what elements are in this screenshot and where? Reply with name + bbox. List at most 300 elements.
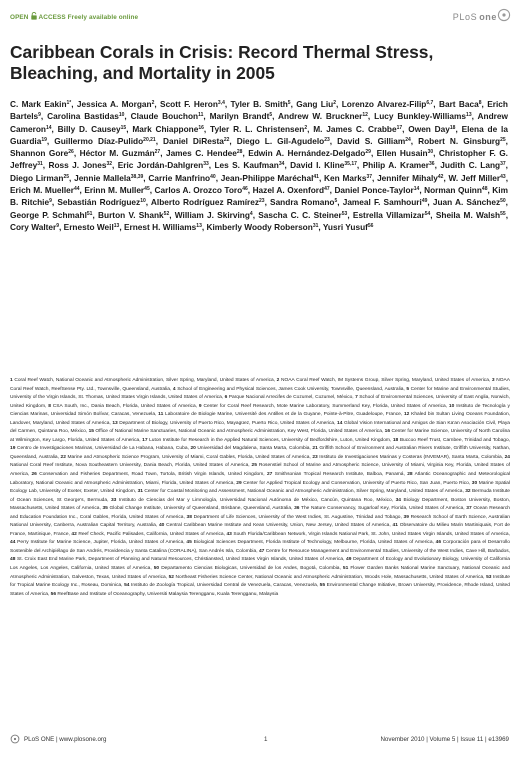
author-name	[10, 99, 71, 109]
open-access-lock-icon	[31, 12, 37, 22]
author-name	[160, 99, 225, 109]
author-name-text: Philip A. Kramer	[362, 160, 430, 171]
affiliation-number: 17	[142, 437, 148, 443]
author-affiliation-ref: 18	[449, 124, 456, 131]
author-name	[313, 124, 402, 134]
author-affiliation-ref: 37	[500, 161, 506, 168]
author-name	[258, 210, 347, 220]
author-name	[237, 136, 330, 146]
affiliation-text: Rosenstiel School of Marine and Atmospheric Science, University of Miami, Virginia Key, Florida, United States of America,	[10, 463, 510, 478]
plos-one-emblem-icon	[497, 8, 511, 22]
author-affiliation-ref: 53	[341, 210, 348, 217]
author-name	[148, 173, 215, 183]
author-name	[10, 173, 69, 183]
affiliation-text: Centre for Resource Management and Environmental Studies, University of the West Indies, Cave Hill, Barbados,	[265, 548, 510, 554]
affiliation-number: 3	[491, 378, 495, 383]
logo-one-text: one	[479, 12, 497, 22]
author-name-text: Carrie Manfrino	[148, 172, 211, 183]
author-name-text: Hazel A. Oxenford	[252, 185, 325, 196]
affiliation-text: Environmental Change Initiative, Brown University, Providence, Rhode Island, United States of America,	[10, 583, 510, 597]
author-name-text: Kimberly Woody Roberson	[206, 221, 313, 232]
affiliation-text: Instituto de Zoología Tropical, Universidad Central de Venezuela, Caracas, Venezuela,	[131, 583, 319, 589]
author-name-text: Elena de la Guardia	[10, 123, 508, 146]
author-affiliation-ref: 5	[287, 100, 291, 106]
author-affiliation-ref: 44	[73, 186, 80, 193]
affiliation-number: 48	[10, 557, 16, 563]
author-name	[166, 148, 243, 158]
affiliation-number: 11	[158, 412, 164, 418]
author-name	[278, 111, 368, 121]
affiliation-text: Instituto de Ciencias del Mar y Limnología, Universidad Nacional Autónoma de México, Cancún, Quintana Roo, México,	[118, 497, 394, 503]
affiliation-number: 34	[395, 497, 401, 503]
affiliation-number: 35	[102, 506, 108, 512]
author-affiliation-ref: 26	[68, 149, 74, 156]
author-affiliation-ref: 4	[249, 210, 253, 217]
author-name-text: Ken Marks	[324, 172, 367, 183]
affiliation-number: 30	[471, 480, 478, 486]
plos-one-logo	[453, 12, 497, 22]
author-affiliation-ref: 43	[500, 173, 506, 180]
author-name	[436, 210, 506, 220]
author-name-text: Juan A. Sánchez	[432, 197, 501, 208]
author-name-text: Estrella Villamizar	[352, 209, 425, 220]
author-affiliation-ref: 12	[362, 112, 368, 119]
author-name-text: Sheila M. Walsh	[435, 209, 501, 220]
open-access-banner	[10, 12, 138, 22]
affiliation-number: 45	[186, 540, 192, 546]
affiliation-number: 41	[392, 523, 398, 529]
affiliation-text: NOAA Coral Reef Watch, IM Systems Group, Silver Spring, Maryland, United States of America,	[281, 378, 491, 383]
affiliation-number: 21	[312, 446, 318, 452]
author-name-text: Christopher F. G. Jeffrey	[10, 148, 508, 171]
affiliation-text: School of Environmental Sciences, University of East Anglia, Norwich, United Kingdom,	[10, 395, 510, 409]
affiliation-number: 53	[486, 574, 492, 580]
author-affiliation-ref: 27	[154, 149, 161, 156]
author-name	[270, 197, 337, 207]
author-name	[408, 124, 455, 134]
author-name-text: Billy D. Causey	[57, 123, 121, 134]
author-name-text: Cory Walter	[10, 221, 57, 232]
author-name	[439, 99, 482, 109]
plos-one-footer-icon	[10, 734, 20, 744]
author-name	[84, 185, 149, 195]
author-name-text: W. Jeff Miller	[448, 172, 501, 183]
affiliation-text: Marine Spatial Ecology Lab, University of Exeter, Exeter, United Kingdom,	[10, 480, 510, 495]
affiliation-number: 14	[337, 420, 343, 426]
author-name	[353, 210, 430, 220]
author-affiliation-ref: 32	[106, 161, 113, 168]
author-affiliation-ref: 17	[396, 124, 403, 131]
footer-issue: November 2010 | Volume 5 | Issue 11 | e13969	[380, 736, 509, 743]
affiliation-number: 52	[168, 574, 174, 580]
author-name-text: Erich M. Mueller	[10, 185, 74, 196]
author-affiliation-ref: 8	[478, 100, 482, 106]
affiliation-number: 49	[346, 557, 352, 563]
affiliation-text: Northeast Fisheries Science Center, National Oceanic and Atmospheric Administration, Woods Hole, Massachusetts, United States of America,	[175, 574, 485, 580]
affiliation-text: Observatoire du Milieu Marin Martiniquais, Fort de France, Martinique, France,	[10, 523, 510, 537]
author-name	[58, 124, 127, 134]
affiliation-number: 54	[124, 583, 130, 589]
page-number: 1	[264, 736, 268, 743]
affiliation-number: 19	[10, 446, 16, 452]
author-name	[57, 197, 145, 207]
freely-available-label: Freely available online	[67, 14, 139, 21]
author-name-text: Robert N. Ginsburg	[418, 135, 501, 146]
author-name-text: Jean-Philippe Maréchal	[220, 172, 314, 183]
author-affiliation-ref: 20,21	[143, 136, 156, 143]
author-name	[324, 173, 372, 183]
open-label: OPEN	[10, 14, 29, 21]
author-affiliation-ref: 31	[37, 161, 43, 168]
affiliation-text: National Coral Reef Institute, Nova Southeastern University, Dania Beach, Florida, United States of America,	[10, 463, 250, 469]
affiliation-number: 8	[48, 403, 51, 409]
author-name-text: M. James C. Crabbe	[313, 123, 397, 134]
author-affiliation-ref: 37	[366, 173, 372, 180]
affiliation-text: Buccoo Reef Trust, Carnbee, Trinidad and Tobago,	[399, 437, 510, 443]
author-affiliation-ref: 30	[427, 149, 434, 156]
affiliation-text: Departamento Ciencias Biologicas, Universidad de los Andes, Bogotá, Colombia,	[161, 566, 341, 572]
affiliation-number: 4	[172, 386, 176, 392]
author-name	[334, 185, 419, 195]
author-name-text: David I. Kline	[290, 160, 345, 171]
author-name	[155, 185, 248, 195]
author-name	[221, 173, 319, 183]
author-name	[374, 111, 471, 121]
author-affiliation-ref: 42	[437, 173, 444, 180]
affiliation-number: 27	[266, 472, 273, 478]
author-affiliation-ref: 5	[269, 112, 273, 119]
author-name	[48, 160, 112, 170]
author-name	[296, 99, 336, 109]
logo-plos-text: PLoS	[452, 12, 478, 22]
author-name-text: Andrew W. Bruckner	[278, 111, 363, 122]
author-name-text: William J. Skirving	[174, 209, 250, 220]
affiliation-number: 42	[71, 531, 77, 537]
affiliation-text: Biology Department, Boston University, Boston, Massachusetts, United States of America,	[10, 497, 510, 512]
affiliation-number: 20	[190, 446, 196, 452]
author-affiliation-ref: 15	[120, 124, 127, 131]
author-name-text: Jennifer Mihaly	[377, 172, 438, 183]
author-affiliation-ref: 3,4	[217, 100, 225, 106]
author-affiliation-ref: 14	[413, 186, 420, 193]
affiliation-number: 18	[392, 437, 399, 443]
author-name-text: Kim B. Ritchie	[10, 185, 508, 208]
author-name	[74, 173, 143, 183]
author-name-text: Bart Baca	[438, 99, 479, 109]
author-name	[210, 124, 307, 134]
affiliation-text: Griffith School of Environment and Australian Rivers Institute, Griffith University, Nathan, Queensland, Australia,	[10, 446, 510, 460]
affiliation-text: Center for Coastal Monitoring and Assessment, National Oceanic and Atmospheric Administration, Silver Spring, Maryland, United States of America,	[144, 489, 464, 495]
author-name-text: Ellen Husain	[376, 148, 428, 159]
author-affiliation-ref: 45	[144, 186, 150, 193]
author-name	[363, 160, 435, 170]
author-name	[80, 148, 161, 158]
author-name-text: Erich Bartels	[10, 99, 508, 122]
author-name-text: Yusri Yusuf	[322, 221, 368, 232]
affiliation-text: Central Caribbean Marine Institute and Kean University, Union, New Jersey, United States of America,	[166, 523, 391, 529]
author-affiliation-ref: 25	[500, 136, 506, 143]
author-name	[290, 160, 357, 170]
author-name	[151, 197, 265, 207]
page-footer	[10, 736, 509, 746]
author-name	[418, 136, 506, 146]
author-list: C. Mark Eakin$^{1*}$, Jessica A. Morgan$^2$, Scott F. Heron$^{3,4}$, Tyler B. Smith$^5$, Gang Liu$^2$, Lorenzo Alvarez-Filip$^{6,7}$, Bart Baca$^8$, Erich Bartels$^9$, Carolina Bastidas$^{10}$, Claude Bouchon$^{11}$, Marilyn Brandt$^5$, Andrew W. Bruckner$^{12}$, Lucy Bunkley-Williams$^{13}$, Andrew Cameron$^{14}$, Billy D. Causey$^{15}$, Mark Chiappone$^{16}$, Tyler R. L. Christensen$^2$, M. James C. Crabbe$^{17}$, Owen Day$^{18}$, Elena de la Guardia$^{19}$, Guillermo Díaz-Pulido$^{20,21}$, Daniel DiResta$^{22}$, Diego L. Gil-Agudelo$^{23}$, David S. Gilliam$^{24}$, Robert N. Ginsburg$^{25}$, Shannon Gore$^{26}$, Héctor M. Guzmán$^{27}$, James C. Hendee$^{28}$, Edwin A. Hernández-Delgado$^{29}$, Ellen Husain$^{30}$, Christopher F. G. Jeffrey$^{31}$, Ross J. Jones$^{32}$, Eric Jordán-Dahlgren$^{33}$, Les S. Kaufman$^{34}$, David I. Kline$^{35,17}$, Philip A. Kramer$^{36}$, Judith C. Lang$^{37}$, Diego Lirman$^{25}$, Jennie Mallela$^{38,39}$, Carrie Manfrino$^{40}$, Jean-Philippe Maréchal$^{41}$, Ken Marks$^{37}$, Jennifer Mihaly$^{42}$, W. Jeff Miller$^{43}$, Erich M. Mueller$^{44}$, Erinn M. Muller$^{45}$, Carlos A. Orozco Toro$^{46}$, Hazel A. Oxenford$^{47}$, Daniel Ponce-Taylor$^{14}$, Norman Quinn$^{48}$, Kim B. Ritchie$^9$, Sebastián Rodríguez$^{10}$, Alberto Rodríguez Ramírez$^{23}$, Sandra Romano$^5$, Jameal F. Samhouri$^{49}$, Juan A. Sánchez$^{50}$, George P. Schmahl$^{51}$, Burton V. Shank$^{52}$, William J. Skirving$^4$, Sascha C. C. Steiner$^{53}$, Estrella Villamizar$^{54}$, Sheila M. Walsh$^{55}$, Cory Walter$^9$, Ernesto Weil$^{13}$, Ernest H. Williams$^{13}$, Kimberly Woody Roberson$^{31}$, Yusri Yusuf$^{56}$	[10, 99, 508, 232]
author-affiliation-ref: 56	[367, 222, 374, 229]
affiliation-number: 28	[407, 472, 413, 478]
author-affiliation-ref: 13	[113, 222, 120, 229]
author-name	[342, 99, 434, 109]
affiliation-text: Luton Institute for Research in the Applied Natural Sciences, University of Bedfordshire, Luton, United Kingdom,	[149, 437, 392, 443]
affiliation-number: 25	[251, 463, 257, 469]
affiliation-number: 40	[158, 523, 165, 529]
author-name	[175, 210, 253, 220]
author-name-text: Tyler R. L. Christensen	[210, 123, 305, 134]
author-affiliation-ref: 34	[278, 161, 285, 168]
affiliation-text: Center for Marine and Environmental Studies, University of the Virgin Islands, St. Thomas, United States Virgin Islands, United States of America,	[10, 386, 510, 401]
author-name	[253, 185, 330, 195]
affiliation-number: 38	[186, 514, 192, 520]
author-name-text: Jameal F. Samhouri	[342, 197, 422, 208]
affiliation-text: Parque Nacional Arrecifes de Cozumel, Cozumel, México,	[228, 395, 354, 401]
affiliation-number: 12	[403, 412, 410, 418]
author-name-text: Andrew Cameron	[10, 111, 508, 134]
author-name-text: Jessica A. Morgan	[76, 99, 152, 109]
author-affiliation-ref: 47	[324, 186, 330, 193]
author-affiliation-ref: 52	[163, 210, 170, 217]
article-title: Caribbean Corals in Crisis: Record Thermal Stress, Bleaching, and Mortality in 2005	[10, 42, 434, 83]
author-name-text: Sebastián Rodríguez	[57, 197, 141, 208]
affiliation-number: 5	[406, 386, 410, 392]
author-affiliation-ref: 13	[466, 112, 472, 119]
author-affiliation-ref: 5	[334, 198, 338, 205]
affiliation-text: Laboratoire de Biologie Marine, Université des Antilles et de la Guyane, Pointe-à-Pitre, Guadeloupe, France,	[165, 412, 403, 418]
author-affiliation-ref: 19	[41, 136, 47, 143]
affiliation-number: 15	[88, 429, 94, 435]
affiliation-number: 31	[137, 489, 143, 495]
author-name-text: Erinn M. Muller	[84, 185, 145, 196]
affiliation-number: 6	[224, 395, 228, 401]
author-name-text: Scott F. Heron	[160, 99, 218, 109]
author-name-text: Guillermo Díaz-Pulido	[54, 135, 144, 146]
author-affiliation-ref: 46	[242, 186, 248, 193]
author-affiliation-ref: 2	[333, 100, 337, 106]
author-affiliation-ref: 48	[481, 186, 488, 193]
affiliation-text: Department of Biology, University of Puerto Rico, Mayagüez, Puerto Rico, United States of America,	[119, 420, 336, 426]
author-affiliation-ref: 41	[313, 173, 319, 180]
affiliation-text: Institute for Tropical Marine Ecology Inc., Roseau, Dominica,	[10, 574, 510, 589]
affiliation-number: 46	[435, 540, 442, 546]
author-name	[449, 173, 506, 183]
author-name-text: Ernest H. Williams	[123, 221, 197, 232]
author-name-text: Carlos A. Orozco Toro	[154, 185, 243, 196]
author-name-text: Eric Jordán-Dahlgren	[117, 160, 204, 171]
affiliation-text: Department of Ecology and Evolutionary Biology, University of California Los Angeles, Los Angeles, California, United States of America,	[10, 557, 510, 572]
author-name-text: Daniel Ponce-Taylor	[334, 185, 414, 196]
affiliation-text: Center for Applied Tropical Ecology and Conservation, University of Puerto Rico, San Juan, Puerto Rico,	[243, 480, 471, 486]
author-name	[124, 222, 202, 232]
author-name-text: C. Mark Eakin	[10, 99, 67, 109]
affiliation-text: Center for Coral Reef Research, Mote Marine Laboratory, Summerland Key, Florida, United States of America,	[203, 403, 448, 409]
author-affiliation-ref: 13	[196, 222, 202, 229]
affiliation-text: Global Vision International and Amigos de Sian Ka'an Asociación Civil, Playa del Carmen, Quintana Roo, México,	[10, 420, 510, 435]
affiliation-text: Center for Marine Science, University of North Carolina at Wilmington, Key Largo, Florida, United States of America,	[10, 429, 510, 443]
affiliation-text: Ocean Research and Education Foundation Inc., Coral Gables, Florida, United States of America,	[10, 506, 510, 520]
affiliation-text: Global Change Institute, University of Queensland, Brisbane, Queensland, Australia,	[109, 506, 293, 512]
author-affiliation-ref: 11	[198, 112, 204, 119]
affiliation-text: Bermuda Institute of Ocean Sciences, St George's, Bermuda,	[10, 489, 510, 503]
author-name	[54, 136, 155, 146]
author-affiliation-ref: 28	[236, 149, 243, 156]
author-name	[10, 222, 59, 232]
author-name-text: Claude Bouchon	[130, 111, 199, 122]
affiliation-text: Coral Reef Watch, National Oceanic and Atmospheric Administration, Silver Spring, Maryland, United States of America,	[14, 378, 276, 383]
affiliation-number: 2	[276, 378, 280, 383]
author-name-text: David S. Gilliam	[337, 135, 406, 146]
author-name-text: Norman Quinn	[424, 185, 482, 196]
affiliation-number: 33	[110, 497, 117, 503]
affiliation-text: Office of National Marine Sanctuaries, National Oceanic and Atmospheric Administration, Key West, Florida, United States of America,	[95, 429, 384, 435]
author-name	[424, 185, 487, 195]
author-affiliation-ref: 22	[223, 136, 230, 143]
footer-journal: PLoS ONE | www.plosone.org	[24, 736, 107, 743]
affiliation-number: 39	[403, 514, 409, 520]
author-name-text: James C. Hendee	[165, 148, 237, 159]
author-name	[118, 160, 209, 170]
author-name-text: Burton V. Shank	[98, 209, 164, 220]
author-name-text: Owen Day	[408, 123, 450, 134]
affiliation-text: Perry Institute for Marine Science, Jupiter, Florida, United States of America,	[17, 540, 185, 546]
affiliation-number: 24	[504, 454, 510, 460]
affiliation-number: 9	[198, 403, 202, 409]
author-name-text: Sandra Romano	[270, 197, 335, 208]
author-name	[214, 160, 284, 170]
affiliation-number: 16	[384, 429, 391, 435]
author-name	[248, 148, 371, 158]
affiliation-text: Flower Garden Banks National Marine Sanctuary, National Oceanic and Atmospheric Administration, Galveston, Texas, United States of America,	[10, 566, 510, 580]
author-affiliation-ref: 1*	[66, 100, 72, 106]
affiliation-text: Department of Life Sciences, University of the West Indies, St. Augustine, Trinidad and Tobago,	[193, 514, 402, 520]
author-name	[206, 222, 318, 232]
affiliation-number: 7	[355, 395, 358, 401]
author-name-text: Diego Lirman	[10, 172, 64, 183]
author-affiliation-ref: 51	[86, 210, 93, 217]
author-affiliation-ref: 2	[304, 124, 308, 131]
author-affiliation-ref: 23	[324, 136, 330, 143]
author-affiliation-ref: 33	[203, 161, 209, 168]
author-name-text: George P. Schmahl	[10, 209, 87, 220]
author-name-text: Judith C. Lang	[440, 160, 501, 171]
author-name-text: Gang Liu	[296, 99, 334, 109]
affiliation-text: South Florida/Caribbean Network, Virgin Islands National Park, St. John, United States Virgin Islands, United States of America,	[233, 531, 510, 537]
author-name	[440, 160, 505, 170]
author-name-text: Marilyn Brandt	[209, 111, 270, 122]
author-name-text: Lorenzo Alvarez-Filip	[341, 99, 427, 109]
author-affiliation-ref: 9	[38, 112, 41, 119]
affiliation-text: Marine and Atmospheric Science Program, University of Miami, Coral Gables, Florida, United States of America,	[67, 454, 311, 460]
author-affiliation-ref: 9	[49, 198, 52, 205]
author-affiliation-ref: 24	[405, 136, 411, 143]
affiliation-text: Reef Check, Pacific Palisades, California, United States of America,	[78, 531, 225, 537]
author-affiliation-ref: 10	[118, 112, 125, 119]
author-affiliation-ref: 38,39	[130, 173, 144, 180]
author-name-text: Héctor M. Guzmán	[79, 148, 155, 159]
author-name	[323, 222, 374, 232]
affiliation-text: School of Engineering and Physical Sciences, James Cook University, Townsville, Queensland, Australia,	[177, 386, 405, 392]
author-name	[10, 185, 80, 195]
author-affiliation-ref: 14	[45, 124, 52, 131]
affiliation-text: Instituto de Tecnología y Ciencias Marinas, Universidad Simón Bolívar, Caracas, Venezuela,	[10, 403, 510, 418]
affiliation-text: Universidad del Magdalena, Santa Marta, Colombia,	[197, 446, 311, 452]
author-name	[231, 99, 291, 109]
author-affiliation-ref: 2	[151, 100, 155, 106]
affiliation-text: Instituto de Investigaciones Marinas y Costeras (INVEMAR), Santa Marta, Colombia,	[319, 454, 504, 460]
affiliation-text: Atlantic Oceanographic and Meteorological Laboratory, National Oceanic and Atmospheric Administration, Miami, Florida, United States of America,	[10, 472, 510, 486]
author-affiliation-ref: 40	[210, 173, 216, 180]
author-affiliation-ref: 55	[500, 210, 506, 217]
page-header	[10, 12, 509, 26]
author-affiliation-ref: 25	[63, 173, 70, 180]
affiliation-number: 22	[60, 454, 66, 460]
affiliation-text: ReefBase and Institute of Oceanography, Universiti Malaysia Terengganu, Kuala Terengganu, Malaysia	[57, 591, 279, 597]
author-name-text: Tyler B. Smith	[230, 99, 288, 109]
author-name	[77, 99, 154, 109]
affiliation-text: Khaled bin Sultan Living Oceans Foundation, Landover, Maryland, United States of America,	[10, 412, 510, 426]
author-affiliation-ref: 54	[424, 210, 431, 217]
author-affiliation-ref: 6,7	[426, 100, 434, 106]
author-name-text: Shannon Gore	[10, 148, 69, 159]
affiliation-number: 29	[236, 480, 242, 486]
affiliation-number: 56	[50, 591, 57, 597]
author-affiliation-ref: 49	[421, 198, 428, 205]
author-name-text: Les S. Kaufman	[214, 160, 279, 171]
affiliation-text: Conservation and Fisheries Department, Road Town, Tortola, British Virgin Islands, United Kingdom,	[39, 472, 265, 478]
affiliation-text: Corporación para el Desarrollo Sostenible del Archipiélago de San Andrés, Providencia y Santa Catalina (CORALINA), San Andrés Isla, Colombia,	[10, 540, 510, 554]
author-name-text: Jennie Mallela	[74, 172, 131, 183]
author-name-text: Mark Chiappone	[132, 123, 199, 134]
affiliation-text: NOAA Coral Reef Watch, ReefSense Pty. Ltd., Townsville, Queensland, Australia,	[10, 378, 510, 392]
author-name	[10, 148, 74, 158]
author-name	[47, 111, 124, 121]
author-affiliation-ref: 10	[140, 198, 146, 205]
affiliation-number: 43	[226, 531, 232, 537]
author-name	[337, 136, 411, 146]
author-affiliation-ref: 31	[312, 222, 319, 229]
author-name	[98, 210, 169, 220]
affiliation-number: 55	[319, 583, 326, 589]
author-name	[132, 124, 204, 134]
author-name-text: Ross J. Jones	[48, 160, 107, 171]
affiliation-text: St. Croix East End Marine Park, Department of Planning and Natural Resources, Christiansted, United States Virgin Islands, United States of America,	[17, 557, 345, 563]
author-affiliation-ref: 23	[259, 198, 265, 205]
access-label: ACCESS	[38, 14, 66, 21]
author-affiliation-ref: 16	[198, 124, 204, 131]
affiliation-number: 13	[112, 420, 118, 426]
author-name	[10, 210, 92, 220]
affiliation-number: 50	[153, 566, 160, 572]
affiliation-text: Centro de Investigaciones Marinas, Universidad de La Habana, Habana, Cuba,	[16, 446, 189, 452]
author-affiliation-ref: 50	[500, 198, 506, 205]
author-name	[131, 111, 204, 121]
author-name-text: Edwin A. Hernández-Delgado	[248, 148, 366, 159]
affiliations	[10, 377, 510, 599]
author-name	[433, 197, 506, 207]
affiliation-number: 1	[10, 378, 13, 383]
author-name-text: Carolina Bastidas	[47, 111, 119, 122]
affiliation-text: Smithsonian Tropical Research Institute, Balboa, Panamá,	[274, 472, 405, 478]
author-affiliation-ref: 9	[56, 222, 60, 229]
affiliation-number: 10	[448, 403, 455, 409]
author-name	[163, 136, 229, 146]
